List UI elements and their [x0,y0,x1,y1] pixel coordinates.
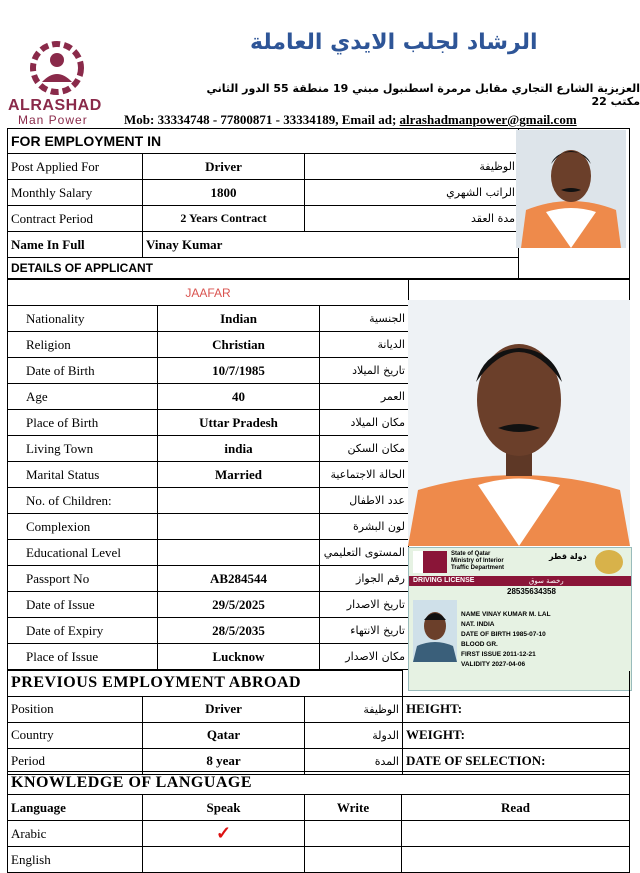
row-label-ar: تاريخ الانتهاء [320,618,409,644]
row-label: Complexion [8,514,158,540]
license-title-ar: رخصة سوق [529,577,564,585]
row-value: AB284544 [158,566,320,592]
row-value: Lucknow [158,644,320,670]
row-label-ar: الوظيفة [305,154,519,180]
applicant-photo-large [408,300,630,546]
row-label: Educational Level [8,540,158,566]
row-label: Religion [8,332,158,358]
row-label: Date of Issue [8,592,158,618]
license-flag-stripe [413,551,423,573]
side-label: WEIGHT: [403,722,630,748]
name-label: Name In Full [8,232,143,258]
row-value [158,540,320,566]
language-heading: KNOWLEDGE OF LANGUAGE [8,772,630,795]
license-state-ar: دولة قطر [549,552,587,561]
row-label-ar: الديانة [320,332,409,358]
row-label: Living Town [8,436,158,462]
row-value: Christian [158,332,320,358]
row-label-ar: رقم الجواز [320,566,409,592]
row-value: Indian [158,306,320,332]
previous-heading: PREVIOUS EMPLOYMENT ABROAD [8,671,403,697]
row-value: 40 [158,384,320,410]
row-label: No. of Children: [8,488,158,514]
row-label: Nationality [8,306,158,332]
license-title: DRIVING LICENSE [409,576,632,586]
row-label: Place of Issue [8,644,158,670]
row-label-ar: تاريخ الميلاد [320,358,409,384]
speak-cell [143,847,305,873]
license-dob: DATE OF BIRTH 1985-07-10 [461,631,546,638]
row-value: Married [158,462,320,488]
col-speak: Speak [143,795,305,821]
details-heading: DETAILS OF APPLICANT [8,258,519,279]
row-value: 28/5/2035 [158,618,320,644]
license-first-issue: FIRST ISSUE 2011-12-21 [461,651,536,658]
language-name: Arabic [8,821,143,847]
license-blood: BLOOD GR. [461,641,498,648]
employment-heading: FOR EMPLOYMENT IN [8,129,519,154]
row-label: Monthly Salary [8,180,143,206]
license-state: State of Qatar [451,551,491,557]
row-label-ar: الراتب الشهري [305,180,519,206]
row-value [158,514,320,540]
table-row [8,847,630,873]
logo-subtitle: Man Power [18,113,88,127]
row-value: 29/5/2025 [158,592,320,618]
row-label: Contract Period [8,206,143,232]
row-label: Age [8,384,158,410]
row-label: Country [8,722,143,748]
license-fields [461,610,551,670]
row-label-ar: مكان الميلاد [320,410,409,436]
row-value: Qatar [143,722,305,748]
table-row [8,722,630,748]
table-row [8,696,630,722]
row-label-ar: الحالة الاجتماعية [320,462,409,488]
row-value: Driver [143,696,305,722]
company-address: العزيزية الشارع التجاري مقابل مرمرة اسطنبول مبني 19 منطقة 55 الدور الثاني مكتب 22 [206,82,640,108]
row-label-ar: مكان السكن [320,436,409,462]
row-label-ar: الجنسية [320,306,409,332]
row-label: Position [8,696,143,722]
contact-phones: Mob: 33334748 - 77800871 - 33334189, Email ad; [124,112,397,127]
row-value: Uttar Pradesh [158,410,320,436]
row-label-ar: تاريخ الاصدار [320,592,409,618]
read-cell [402,847,630,873]
row-label: Post Applied For [8,154,143,180]
contact-line [124,112,577,128]
license-name: NAME VINAY KUMAR M. LAL [461,611,551,618]
row-value: 8 year [143,748,305,774]
row-label: Date of Birth [8,358,158,384]
row-label-ar: لون البشرة [320,514,409,540]
license-ministry: Ministry of Interior [451,558,504,564]
speak-check-icon: ✓ [143,821,305,847]
row-label-ar: العمر [320,384,409,410]
license-nat: NAT. INDIA [461,621,495,628]
row-label-ar: المستوى التعليمي [320,540,409,566]
license-photo [413,600,457,662]
row-label: Marital Status [8,462,158,488]
row-label-ar: عدد الاطفال [320,488,409,514]
agent-name: JAAFAR [8,280,409,306]
row-value: 2 Years Contract [143,206,305,232]
row-label: Date of Expiry [8,618,158,644]
row-value [158,488,320,514]
row-label: Place of Birth [8,410,158,436]
row-value: 10/7/1985 [158,358,320,384]
license-validity: VALIDITY 2027-04-06 [461,661,526,668]
spacer-cell [403,671,630,697]
row-label-ar: الوظيفة [305,696,403,722]
previous-employment-table [7,670,630,775]
license-number: 28535634358 [507,587,556,596]
applicant-photo-small [516,130,626,248]
logo-name: ALRASHAD [8,97,102,114]
row-value: 1800 [143,180,305,206]
row-label-ar: مكان الاصدار [320,644,409,670]
table-row [8,821,630,847]
col-read: Read [402,795,630,821]
side-label: DATE OF SELECTION: [403,748,630,774]
language-table [7,771,630,873]
write-cell [305,821,402,847]
row-label: Period [8,748,143,774]
row-label-ar: مدة العقد [305,206,519,232]
row-value: india [158,436,320,462]
license-dept: Traffic Department [451,565,505,571]
name-value: Vinay Kumar [143,232,519,258]
contact-email[interactable]: alrashadmanpower@gmail.com [399,112,577,127]
row-value: Driver [143,154,305,180]
company-logo [20,38,94,96]
row-label-ar: المدة [305,748,403,774]
side-label: HEIGHT: [403,696,630,722]
license-issuer [451,551,504,572]
write-cell [305,847,402,873]
language-name: English [8,847,143,873]
col-language: Language [8,795,143,821]
company-title: الرشاد لجلب الايدي العاملة [250,30,538,55]
read-cell [402,821,630,847]
row-label: Passport No [8,566,158,592]
license-emblem [595,550,623,574]
row-label-ar: الدولة [305,722,403,748]
col-write: Write [305,795,402,821]
language-header-row [8,795,630,821]
